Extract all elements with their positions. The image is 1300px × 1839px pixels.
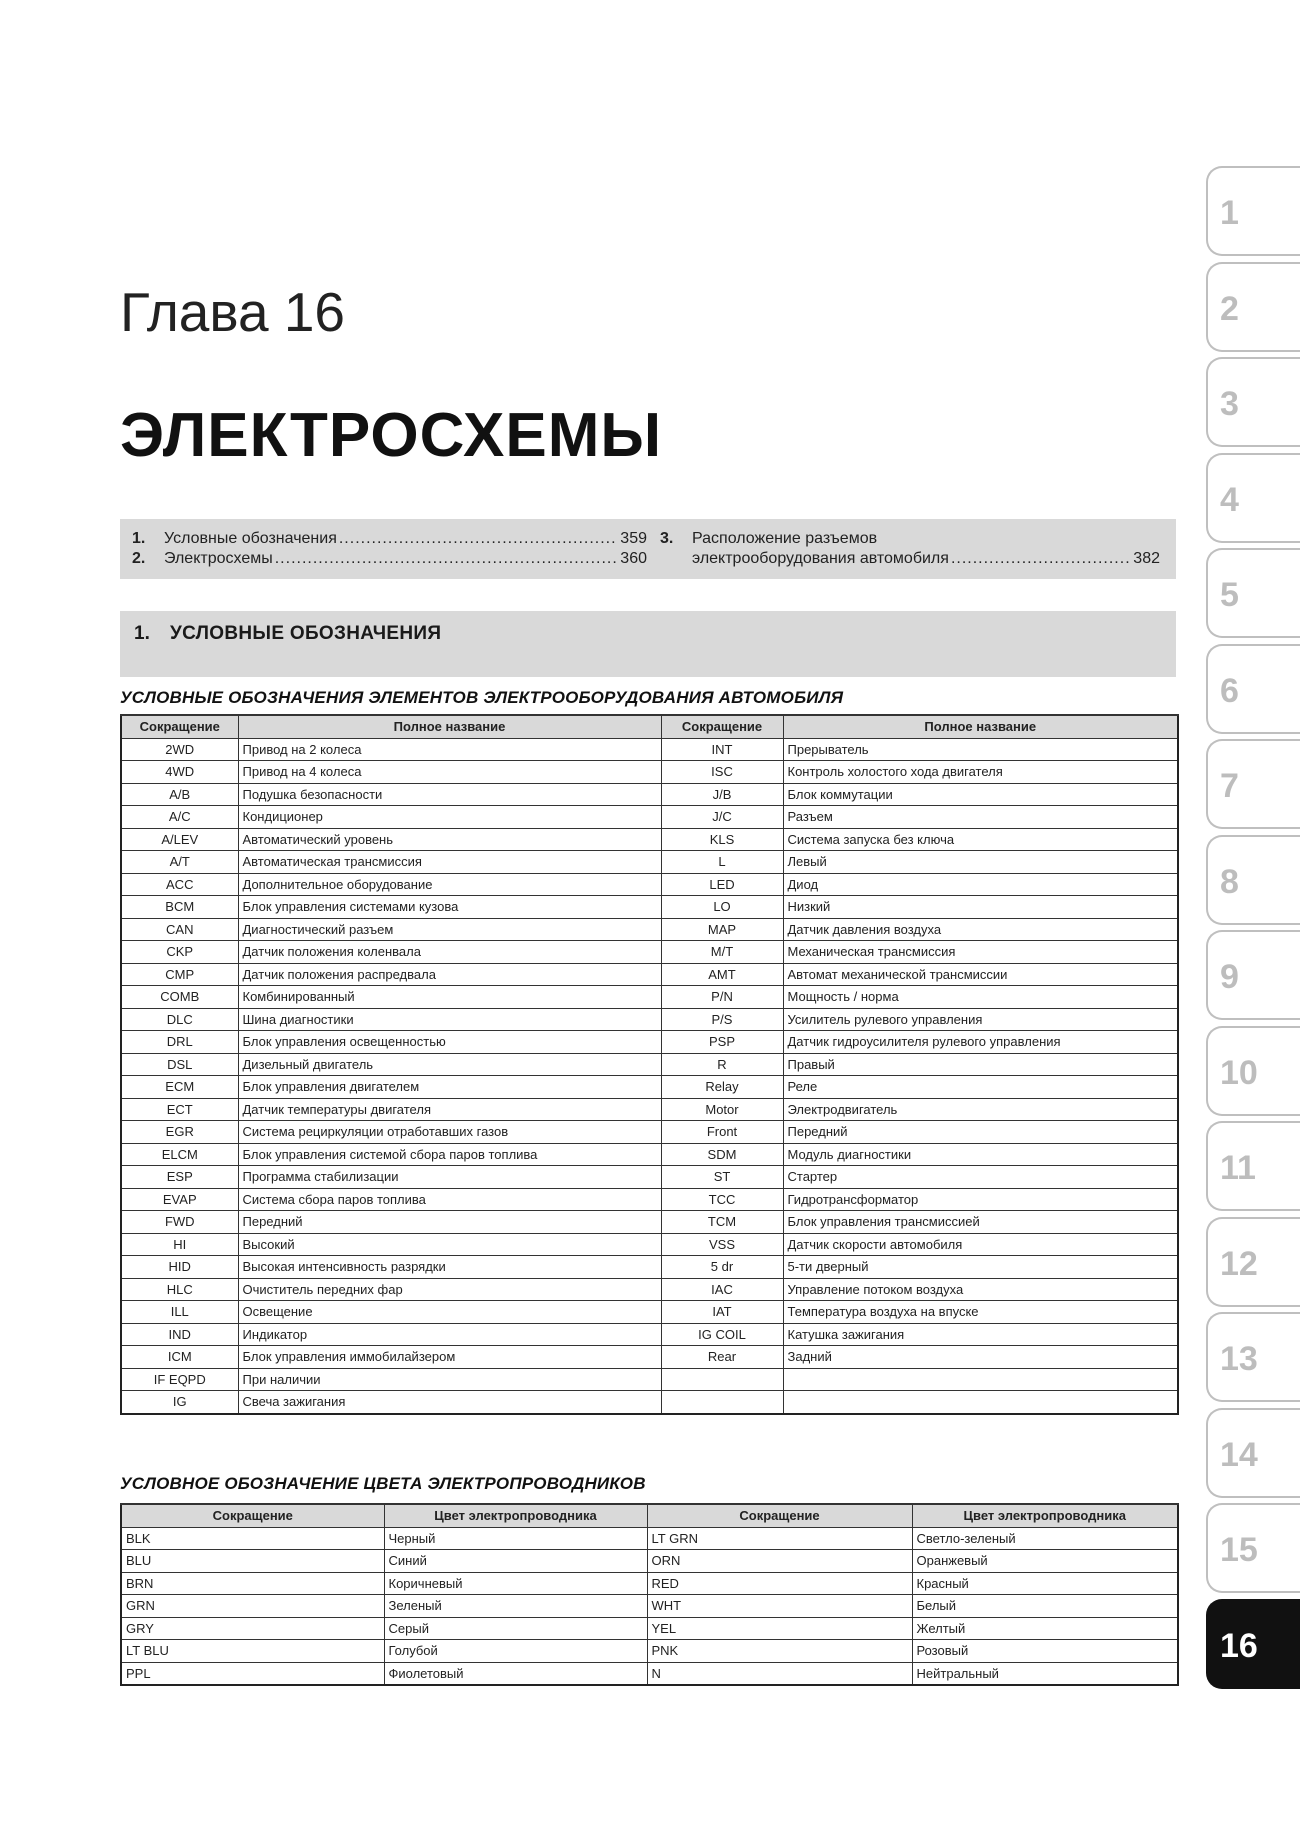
description-cell: LT BLU (121, 1640, 384, 1663)
description-cell: Программа стабилизации (238, 1166, 661, 1189)
abbreviation-cell: CMP (121, 963, 238, 986)
table-row (121, 806, 1178, 829)
description-cell: При наличии (238, 1368, 661, 1391)
color-table-heading: УСЛОВНОЕ ОБОЗНАЧЕНИЕ ЦВЕТА ЭЛЕКТРОПРОВОДНИКОВ (120, 1474, 646, 1493)
chapter-tab-label: 12 (1220, 1244, 1258, 1283)
chapter-tab-16[interactable] (1206, 1599, 1300, 1689)
table-row (121, 1211, 1178, 1234)
description-cell: Контроль холостого хода двигателя (783, 761, 1178, 784)
column-header: Сокращение (661, 715, 783, 738)
chapter-tab-label: 4 (1220, 480, 1239, 519)
abbreviation-cell: J/C (661, 806, 783, 829)
abbreviation-cell: ISC (661, 761, 783, 784)
chapter-tab-label: 14 (1220, 1435, 1258, 1474)
description-cell: Мощность / норма (783, 986, 1178, 1009)
abbreviation-cell: ST (661, 1166, 783, 1189)
toc-item-title: Условные обозначения (164, 530, 337, 547)
description-cell: Комбинированный (238, 986, 661, 1009)
table-row (121, 851, 1178, 874)
abbreviation-cell: EVAP (121, 1188, 238, 1211)
description-cell: Усилитель рулевого управления (783, 1008, 1178, 1031)
description-cell: Датчик положения распредвала (238, 963, 661, 986)
abbreviation-cell: IG (121, 1391, 238, 1414)
abbreviation-cell: A/C (121, 806, 238, 829)
abbreviation-cell: INT (661, 738, 783, 761)
chapter-tab-label: 15 (1220, 1531, 1258, 1569)
description-cell: Дизельный двигатель (238, 1053, 661, 1076)
abbreviation-cell (661, 1391, 783, 1414)
abbreviation-cell: LED (661, 873, 783, 896)
abbreviation-cell: Motor (661, 1098, 783, 1121)
description-cell: GRN (121, 1595, 384, 1618)
chapter-tab-label: 10 (1220, 1053, 1258, 1092)
description-cell: Светло-зеленый (912, 1527, 1178, 1550)
description-cell: Разъем (783, 806, 1178, 829)
description-cell: Зеленый (384, 1595, 647, 1618)
abbreviation-cell: 2WD (121, 738, 238, 761)
toc-item-page: 360 (620, 550, 647, 567)
abbreviation-cell: IAC (661, 1278, 783, 1301)
description-cell: WHT (647, 1595, 912, 1618)
abbreviation-cell: ICM (121, 1346, 238, 1369)
table-row (121, 1166, 1178, 1189)
column-header: Сокращение (121, 1504, 384, 1527)
table-row (121, 1527, 1178, 1550)
chapter-tab-label: 5 (1220, 576, 1239, 614)
abbreviation-cell: Front (661, 1121, 783, 1144)
table-row (121, 1391, 1178, 1414)
table-row (121, 761, 1178, 784)
table-row (121, 828, 1178, 851)
description-cell: Управление потоком воздуха (783, 1278, 1178, 1301)
table-row (121, 1233, 1178, 1256)
table-row (121, 896, 1178, 919)
toc-item-number: 3. (660, 530, 674, 547)
table-row (121, 1278, 1178, 1301)
description-cell: Модуль диагностики (783, 1143, 1178, 1166)
description-cell: Гидротрансформатор (783, 1188, 1178, 1211)
abbreviation-cell: DRL (121, 1031, 238, 1054)
chapter-tab-3[interactable] (1206, 357, 1300, 447)
description-cell: Высокая интенсивность разрядки (238, 1256, 661, 1279)
chapter-tab-10[interactable] (1206, 1026, 1300, 1116)
description-cell: Блок управления системой сбора паров топлива (238, 1143, 661, 1166)
chapter-tab-label: 7 (1220, 767, 1239, 805)
toc-item[interactable] (660, 529, 1160, 569)
description-cell: Прерыватель (783, 738, 1178, 761)
description-cell: Система сбора паров топлива (238, 1188, 661, 1211)
description-cell: LT GRN (647, 1527, 912, 1550)
description-cell: Привод на 2 колеса (238, 738, 661, 761)
chapter-tab-4[interactable] (1206, 453, 1300, 543)
abbreviation-cell: Rear (661, 1346, 783, 1369)
table-row (121, 1256, 1178, 1279)
section-header (120, 611, 1176, 677)
chapter-tab-label: 6 (1220, 671, 1239, 710)
abbreviation-cell: M/T (661, 941, 783, 964)
toc-leader (339, 529, 618, 549)
description-cell: Белый (912, 1595, 1178, 1618)
abbreviation-cell: A/B (121, 783, 238, 806)
abbreviation-cell: ILL (121, 1301, 238, 1324)
table-row (121, 1572, 1178, 1595)
chapter-tab-6[interactable] (1206, 644, 1300, 734)
abbreviation-cell: PSP (661, 1031, 783, 1054)
table-row (121, 1121, 1178, 1144)
abbreviation-cell: 4WD (121, 761, 238, 784)
table-row (121, 1662, 1178, 1685)
abbreviation-cell: HLC (121, 1278, 238, 1301)
chapter-label: Глава 16 (120, 281, 346, 343)
column-header: Полное название (238, 715, 661, 738)
chapter-tab-label: 8 (1220, 862, 1239, 901)
table-row (121, 1346, 1178, 1369)
table-row (121, 986, 1178, 1009)
abbr-table-heading: УСЛОВНЫЕ ОБОЗНАЧЕНИЯ ЭЛЕМЕНТОВ ЭЛЕКТРООБОРУДОВАНИЯ АВТОМОБИЛЯ (120, 688, 844, 707)
abbreviation-cell: CKP (121, 941, 238, 964)
abbreviation-cell: L (661, 851, 783, 874)
chapter-tab-11[interactable] (1206, 1121, 1300, 1211)
chapter-tab-5[interactable] (1206, 548, 1300, 638)
abbreviation-cell: DLC (121, 1008, 238, 1031)
table-row (121, 1098, 1178, 1121)
column-header: Цвет электропроводника (912, 1504, 1178, 1527)
chapter-tab-label: 3 (1220, 385, 1239, 423)
chapter-tab-label: 1 (1220, 194, 1239, 232)
description-cell: N (647, 1662, 912, 1685)
description-cell: Система рециркуляции отработавших газов (238, 1121, 661, 1144)
chapter-tab-15[interactable] (1206, 1503, 1300, 1593)
toc-item-title: Электросхемы (164, 550, 273, 567)
description-cell: Датчик гидроусилителя рулевого управления (783, 1031, 1178, 1054)
chapter-tab-9[interactable] (1206, 930, 1300, 1020)
table-row (121, 873, 1178, 896)
abbreviation-cell: P/N (661, 986, 783, 1009)
description-cell: Привод на 4 колеса (238, 761, 661, 784)
description-cell: Желтый (912, 1617, 1178, 1640)
description-cell: Стартер (783, 1166, 1178, 1189)
description-cell: PPL (121, 1662, 384, 1685)
description-cell: Реле (783, 1076, 1178, 1099)
abbreviation-cell: J/B (661, 783, 783, 806)
description-cell: Датчик давления воздуха (783, 918, 1178, 941)
description-cell: Блок управления иммобилайзером (238, 1346, 661, 1369)
column-header: Полное название (783, 715, 1178, 738)
description-cell: Подушка безопасности (238, 783, 661, 806)
description-cell: Автоматический уровень (238, 828, 661, 851)
abbreviation-cell: ESP (121, 1166, 238, 1189)
abbreviation-cell: IG COIL (661, 1323, 783, 1346)
description-cell: ORN (647, 1550, 912, 1573)
table-header-row (121, 715, 1178, 738)
description-cell: Датчик положения коленвала (238, 941, 661, 964)
description-cell: Передний (783, 1121, 1178, 1144)
description-cell: 5-ти дверный (783, 1256, 1178, 1279)
chapter-tab-8[interactable] (1206, 835, 1300, 925)
description-cell: Шина диагностики (238, 1008, 661, 1031)
description-cell: Диод (783, 873, 1178, 896)
description-cell: Оранжевый (912, 1550, 1178, 1573)
table-row (121, 1617, 1178, 1640)
abbreviation-cell: ECT (121, 1098, 238, 1121)
description-cell: Система запуска без ключа (783, 828, 1178, 851)
section-title: УСЛОВНЫЕ ОБОЗНАЧЕНИЯ (170, 623, 442, 644)
description-cell: Черный (384, 1527, 647, 1550)
description-cell: PNK (647, 1640, 912, 1663)
chapter-tab-2[interactable] (1206, 262, 1300, 352)
description-cell: Задний (783, 1346, 1178, 1369)
chapter-tab-label: 2 (1220, 289, 1239, 328)
description-cell: BLK (121, 1527, 384, 1550)
table-row (121, 1031, 1178, 1054)
table-row (121, 1323, 1178, 1346)
toc-leader (951, 549, 1131, 569)
abbreviation-cell: COMB (121, 986, 238, 1009)
abbreviation-cell: MAP (661, 918, 783, 941)
description-cell: BLU (121, 1550, 384, 1573)
abbreviation-cell (661, 1368, 783, 1391)
description-cell: Низкий (783, 896, 1178, 919)
abbreviation-cell: A/LEV (121, 828, 238, 851)
description-cell: Катушка зажигания (783, 1323, 1178, 1346)
table-of-contents (120, 519, 1176, 579)
description-cell: Блок коммутации (783, 783, 1178, 806)
description-cell: Розовый (912, 1640, 1178, 1663)
description-cell: Датчик температуры двигателя (238, 1098, 661, 1121)
description-cell: Красный (912, 1572, 1178, 1595)
chapter-tab-1[interactable] (1206, 166, 1300, 256)
description-cell: Передний (238, 1211, 661, 1234)
abbreviation-cell: EGR (121, 1121, 238, 1144)
abbreviation-cell: P/S (661, 1008, 783, 1031)
description-cell: Автоматическая трансмиссия (238, 851, 661, 874)
abbreviation-cell: HID (121, 1256, 238, 1279)
abbreviation-cell: CAN (121, 918, 238, 941)
abbreviation-cell: ELCM (121, 1143, 238, 1166)
column-header: Сокращение (121, 715, 238, 738)
description-cell: Правый (783, 1053, 1178, 1076)
description-cell: Блок управления освещенностью (238, 1031, 661, 1054)
table-row (121, 1008, 1178, 1031)
chapter-tab-label: 11 (1220, 1149, 1256, 1187)
description-cell: Индикатор (238, 1323, 661, 1346)
description-cell: Освещение (238, 1301, 661, 1324)
abbreviation-cell: AMT (661, 963, 783, 986)
abbreviation-cell: 5 dr (661, 1256, 783, 1279)
description-cell: Высокий (238, 1233, 661, 1256)
abbreviation-cell: TCM (661, 1211, 783, 1234)
table-row (121, 1368, 1178, 1391)
description-cell: Кондиционер (238, 806, 661, 829)
description-cell: Фиолетовый (384, 1662, 647, 1685)
description-cell: Блок управления трансмиссией (783, 1211, 1178, 1234)
description-cell: Серый (384, 1617, 647, 1640)
description-cell: Блок управления системами кузова (238, 896, 661, 919)
description-cell: BRN (121, 1572, 384, 1595)
table-row (121, 738, 1178, 761)
chapter-tab-13[interactable] (1206, 1312, 1300, 1402)
abbreviation-cell: ECM (121, 1076, 238, 1099)
section-number: 1. (134, 623, 150, 644)
description-cell: Нейтральный (912, 1662, 1178, 1685)
abbreviation-cell: IF EQPD (121, 1368, 238, 1391)
abbreviation-cell: R (661, 1053, 783, 1076)
table-row (121, 1550, 1178, 1573)
abbreviation-cell: BCM (121, 896, 238, 919)
description-cell: Очиститель передних фар (238, 1278, 661, 1301)
abbreviations-table (120, 714, 1179, 1415)
abbreviation-cell: VSS (661, 1233, 783, 1256)
table-row (121, 1053, 1178, 1076)
toc-item-title: Расположение разъемов (692, 530, 878, 547)
toc-leader (275, 549, 619, 569)
chapter-tab-7[interactable] (1206, 739, 1300, 829)
description-cell: Дополнительное оборудование (238, 873, 661, 896)
abbreviation-cell: Relay (661, 1076, 783, 1099)
abbreviation-cell: ACC (121, 873, 238, 896)
description-cell: Электродвигатель (783, 1098, 1178, 1121)
toc-item[interactable] (132, 549, 647, 569)
table-row (121, 1143, 1178, 1166)
wire-colors-table (120, 1503, 1179, 1686)
description-cell: Левый (783, 851, 1178, 874)
description-cell (783, 1391, 1178, 1414)
abbreviation-cell: DSL (121, 1053, 238, 1076)
chapter-title: ЭЛЕКТРОСХЕМЫ (120, 401, 663, 470)
description-cell: Температура воздуха на впуске (783, 1301, 1178, 1324)
table-row (121, 918, 1178, 941)
table-row (121, 1640, 1178, 1663)
abbreviation-cell: FWD (121, 1211, 238, 1234)
abbreviation-cell: HI (121, 1233, 238, 1256)
toc-item-number: 1. (132, 530, 146, 547)
table-row (121, 1595, 1178, 1618)
description-cell: Коричневый (384, 1572, 647, 1595)
abbreviation-cell: TCC (661, 1188, 783, 1211)
abbreviation-cell: A/T (121, 851, 238, 874)
table-header-row (121, 1504, 1178, 1527)
description-cell: Синий (384, 1550, 647, 1573)
toc-item[interactable] (132, 529, 647, 549)
table-row (121, 1076, 1178, 1099)
abbreviation-cell: IND (121, 1323, 238, 1346)
toc-item-number: 2. (132, 550, 146, 567)
table-row (121, 783, 1178, 806)
description-cell (783, 1368, 1178, 1391)
table-row (121, 1301, 1178, 1324)
toc-item-title-line2: электрооборудования автомобиля (692, 550, 949, 567)
chapter-tab-12[interactable] (1206, 1217, 1300, 1307)
chapter-tab-label: 16 (1220, 1626, 1258, 1665)
description-cell: GRY (121, 1617, 384, 1640)
abbreviation-cell: LO (661, 896, 783, 919)
table-row (121, 941, 1178, 964)
description-cell: Свеча зажигания (238, 1391, 661, 1414)
table-row (121, 963, 1178, 986)
description-cell: Датчик скорости автомобиля (783, 1233, 1178, 1256)
abbreviation-cell: IAT (661, 1301, 783, 1324)
chapter-tab-label: 13 (1220, 1340, 1258, 1378)
chapter-tab-label: 9 (1220, 958, 1239, 996)
description-cell: Голубой (384, 1640, 647, 1663)
table-row (121, 1188, 1178, 1211)
toc-item-page: 382 (1133, 550, 1160, 567)
description-cell: Механическая трансмиссия (783, 941, 1178, 964)
description-cell: Блок управления двигателем (238, 1076, 661, 1099)
description-cell: Автомат механической трансмиссии (783, 963, 1178, 986)
description-cell: RED (647, 1572, 912, 1595)
abbreviation-cell: SDM (661, 1143, 783, 1166)
column-header: Цвет электропроводника (384, 1504, 647, 1527)
chapter-tab-14[interactable] (1206, 1408, 1300, 1498)
description-cell: Диагностический разъем (238, 918, 661, 941)
abbreviation-cell: KLS (661, 828, 783, 851)
description-cell: YEL (647, 1617, 912, 1640)
column-header: Сокращение (647, 1504, 912, 1527)
toc-item-page: 359 (620, 530, 647, 547)
